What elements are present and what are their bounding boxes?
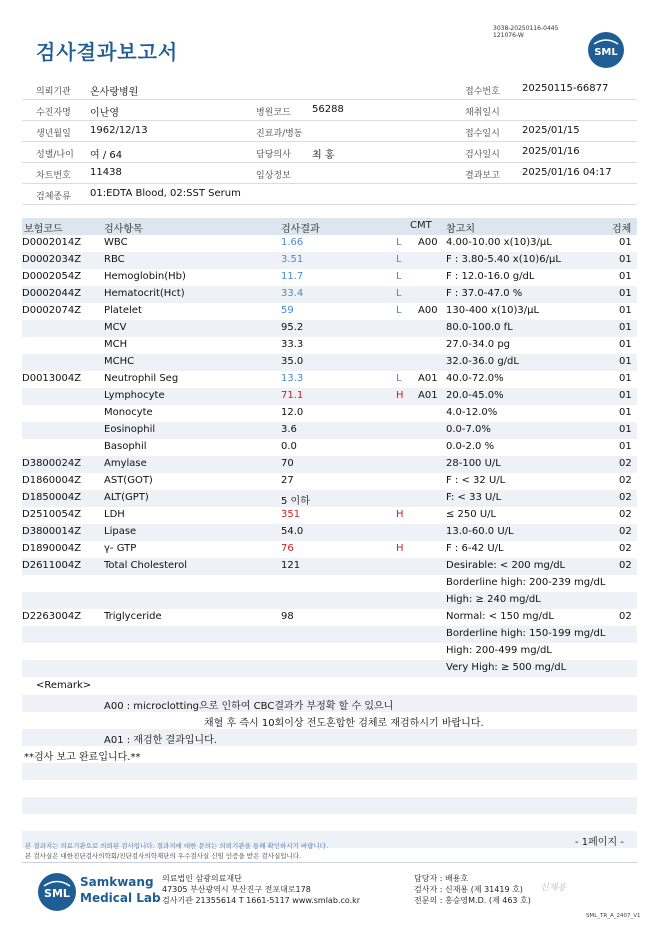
remark-a01-row [22,729,637,746]
result-value: 35.0 [281,356,304,367]
result-reference-range: Very High: ≥ 500 mg/dL [446,662,567,673]
institution-label: 의뢰기관 [36,87,71,97]
info-row-institution [22,79,637,100]
footer-logo-text: SML [44,887,70,900]
specimen-label: 검체종류 [36,192,71,202]
result-test-name: RBC [104,254,125,265]
result-test-name: WBC [104,237,128,248]
result-reference-range: F : 3.80-5.40 x(10)6/µL [446,254,561,265]
result-specimen: 01 [619,339,632,350]
result-code: D0002014Z [22,237,82,248]
remark-a00-row1 [22,695,637,712]
info-row-name [22,100,637,121]
result-reference-range: 32.0-36.0 g/dL [446,356,519,367]
result-test-name: LDH [104,509,125,520]
remark-a01: A01 : 재검한 결과입니다. [104,735,217,746]
hospital-code-label: 병원코드 [256,108,291,118]
result-row [22,541,637,558]
result-specimen: 02 [619,475,632,486]
result-reference-range: 0.0-7.0% [446,424,491,435]
result-row [22,388,637,405]
result-reference-range: ≤ 250 U/L [446,509,497,520]
result-specimen: 01 [619,424,632,435]
result-test-name: Monocyte [104,407,153,418]
result-specimen: 02 [619,509,632,520]
result-value: 3.6 [281,424,297,435]
staff-tester: 검사자 : 신재용 (제 31419 호) [414,885,523,894]
result-row [22,354,637,371]
result-value: 33.4 [281,288,304,299]
result-specimen: 02 [619,611,632,622]
result-row [22,490,637,507]
result-flag: L [396,254,402,265]
result-reference-range: 13.0-60.0 U/L [446,526,514,537]
result-reference-range: 4.00-10.00 x(10)3/µL [446,237,552,248]
result-test-name: Triglyceride [104,611,162,622]
result-value: 1.66 [281,237,304,248]
result-specimen: 01 [619,254,632,265]
result-row [22,558,637,575]
result-specimen: 01 [619,322,632,333]
result-test-name: Basophil [104,441,147,452]
result-test-name: Hemoglobin(Hb) [104,271,186,282]
result-row [22,643,637,660]
result-row [22,252,637,269]
result-row [22,303,637,320]
doctor-label: 담당의사 [256,150,291,160]
result-reference-range: 4.0-12.0% [446,407,498,418]
info-row-sex-age [22,142,637,163]
result-row [22,507,637,524]
institution-value: 온사랑병원 [90,87,139,98]
result-value: 3.51 [281,254,304,265]
remark-complete-row [22,746,637,763]
result-reference-range: 28-100 U/L [446,458,501,469]
result-row [22,575,637,592]
result-reference-range: 130-400 x(10)3/µL [446,305,540,316]
hospital-code-value: 56288 [312,104,344,115]
document-code-line2: 121076-W [493,32,524,39]
result-row [22,405,637,422]
receipt-date-value: 2025/01/15 [522,125,580,136]
result-value: 59 [281,305,294,316]
sex-age-value: 여 / 64 [90,150,123,161]
dept-label: 진료과/병동 [256,129,303,139]
result-reference-range: Borderline high: 150-199 mg/dL [446,628,606,639]
result-test-name: Lymphocyte [104,390,165,401]
result-flag: L [396,288,402,299]
col-cmt-header: CMT [410,220,432,231]
sml-logo-icon [588,32,624,68]
result-value: 54.0 [281,526,304,537]
result-reference-range: 27.0-34.0 pg [446,339,511,350]
result-code: D0002034Z [22,254,82,265]
result-code: D2510054Z [22,509,82,520]
result-row [22,473,637,490]
document-code-line1: 3038-20250116-0445 [493,25,559,32]
col-name-header: 검사항목 [104,224,143,235]
clinical-label: 임상정보 [256,171,291,181]
result-test-name: MCHC [104,356,135,367]
result-specimen: 01 [619,390,632,401]
name-label: 수진자명 [36,108,71,118]
result-code: D0013004Z [22,373,82,384]
chart-no-label: 차트번호 [36,171,71,181]
remark-title: <Remark> [36,680,92,691]
doctor-value: 최 홍 [312,150,335,161]
results-table-header [22,218,637,235]
info-row-specimen [22,184,637,205]
receipt-date-label: 접수일시 [465,129,500,139]
result-code: D0002054Z [22,271,82,282]
page-title: 검사결과보고서 [36,40,179,64]
document-code [493,25,558,39]
result-reference-range: 80.0-100.0 fL [446,322,513,333]
result-code: D1890004Z [22,543,82,554]
footer-certification: 본 검사실은 대한진단검사의학회/진단검사의학재단의 우수검사실 신임 인증을 받은 검사실입니다. [25,852,302,860]
tester-signature: 신재용 [540,883,567,893]
test-date-label: 검사일시 [465,150,500,160]
result-value: 98 [281,611,294,622]
page-number: - 1페이지 - [575,837,624,848]
collection-date-label: 채취일시 [465,108,500,118]
result-specimen: 01 [619,288,632,299]
result-row [22,524,637,541]
org-name: 의료법인 삼광의료재단 [162,874,242,883]
report-date-label: 결과보고 [465,171,500,181]
result-specimen: 02 [619,543,632,554]
result-specimen: 01 [619,237,632,248]
brand-name-line1: Samkwang [80,875,154,889]
result-comment-code: A00 [418,237,438,248]
result-specimen: 02 [619,458,632,469]
sex-age-label: 성별/나이 [36,150,74,160]
result-value: 95.2 [281,322,304,333]
col-specimen-header: 검체 [612,224,632,235]
result-test-name: MCH [104,339,128,350]
remark-a00-line2: 채혈 후 즉시 10회이상 전도혼합한 검체로 재검하시기 바랍니다. [204,718,484,729]
result-row [22,320,637,337]
info-row-birth [22,121,637,142]
result-row [22,609,637,626]
birth-value: 1962/12/13 [90,125,148,136]
result-reference-range: F : < 32 U/L [446,475,506,486]
result-reference-range: Normal: < 150 mg/dL [446,611,554,622]
result-specimen: 01 [619,356,632,367]
result-reference-range: 40.0-72.0% [446,373,504,384]
result-code: D0002044Z [22,288,82,299]
result-test-name: AST(GOT) [104,475,153,486]
result-test-name: Platelet [104,305,142,316]
remark-a00-row2 [22,712,637,729]
result-flag: L [396,373,402,384]
info-row-chart [22,163,637,184]
result-value: 11.7 [281,271,304,282]
result-value: 27 [281,475,294,486]
result-value: 76 [281,543,294,554]
result-test-name: Eosinophil [104,424,156,435]
birth-label: 생년월일 [36,129,71,139]
col-result-header: 검사결과 [281,224,320,235]
result-value: 12.0 [281,407,304,418]
result-flag: L [396,271,402,282]
result-reference-range: 20.0-45.0% [446,390,504,401]
result-specimen: 02 [619,526,632,537]
result-code: D3800014Z [22,526,82,537]
result-row [22,337,637,354]
result-comment-code: A01 [418,373,438,384]
result-test-name: Total Cholesterol [104,560,187,571]
result-value: 351 [281,509,301,520]
result-test-name: Lipase [104,526,137,537]
result-test-name: MCV [104,322,127,333]
receipt-no-value: 20250115-66877 [522,83,609,94]
result-row [22,660,637,677]
result-value: 33.3 [281,339,304,350]
result-row [22,235,637,252]
col-ref-header: 참고치 [446,224,475,235]
result-specimen: 01 [619,407,632,418]
result-code: D1850004Z [22,492,82,503]
result-code: D3800024Z [22,458,82,469]
result-reference-range: 0.0-2.0 % [446,441,495,452]
empty-band-2 [22,797,637,814]
result-reference-range: F : 37.0-47.0 % [446,288,523,299]
result-specimen: 01 [619,305,632,316]
staff-manager: 담당자 : 배용호 [414,874,469,883]
result-reference-range: Desirable: < 200 mg/dL [446,560,566,571]
report-complete-text: **검사 보고 완료입니다.** [24,752,141,763]
result-row [22,269,637,286]
result-row [22,626,637,643]
footer-divider [22,862,637,863]
result-value: 13.3 [281,373,304,384]
result-test-name: ALT(GPT) [104,492,149,503]
remark-a00-line1: A00 : microclotting으로 인하여 CBC결과가 부정확 할 수 있으니 [104,701,394,712]
specimen-value: 01:EDTA Blood, 02:SST Serum [90,188,241,199]
receipt-no-label: 접수번호 [465,87,500,97]
result-row [22,592,637,609]
result-flag: H [396,509,404,520]
result-specimen: 02 [619,492,632,503]
result-flag: H [396,390,404,401]
org-contact: 검사기관 21355614 T 1661-5117 www.smlab.co.kr [162,896,361,905]
result-value: 5 이하 [281,496,310,507]
result-comment-code: A00 [418,305,438,316]
org-address: 47305 부산광역시 부산진구 전포대로178 [162,885,311,894]
result-specimen: 01 [619,271,632,282]
result-test-name: Hematocrit(Hct) [104,288,185,299]
brand-name-line2: Medical Lab [80,891,161,905]
result-reference-range: F: < 33 U/L [446,492,502,503]
result-value: 0.0 [281,441,297,452]
result-value: 70 [281,458,294,469]
result-reference-range: High: ≥ 240 mg/dL [446,594,541,605]
footer-notice: 본 결과지는 의료기관으로 의뢰된 검사입니다. 결과지에 대한 문의는 의뢰기관을 통해 확인하시기 바랍니다. [25,842,329,850]
result-row [22,286,637,303]
result-row [22,371,637,388]
remark-title-row [22,678,637,695]
result-code: D2263004Z [22,611,82,622]
result-value: 71.1 [281,390,304,401]
result-code: D2611004Z [22,560,82,571]
result-flag: L [396,305,402,316]
result-flag: H [396,543,404,554]
result-reference-range: Borderline high: 200-239 mg/dL [446,577,606,588]
result-specimen: 02 [619,560,632,571]
result-row [22,456,637,473]
test-date-value: 2025/01/16 [522,146,580,157]
empty-band-1 [22,763,637,780]
result-code: D1860004Z [22,475,82,486]
form-code: SML_TR_A_2407_V1 [586,913,641,919]
result-specimen: 01 [619,373,632,384]
result-test-name: Amylase [104,458,147,469]
staff-specialist: 전문의 : 홍승영M.D. (제 463 호) [414,896,531,905]
result-row [22,422,637,439]
samkwang-logo-icon [38,873,76,911]
result-code: D0002074Z [22,305,82,316]
result-test-name: Neutrophil Seg [104,373,179,384]
result-reference-range: F : 12.0-16.0 g/dL [446,271,535,282]
result-value: 121 [281,560,301,571]
col-code-header: 보험코드 [24,224,63,235]
result-row [22,439,637,456]
chart-no-value: 11438 [90,167,122,178]
result-flag: L [396,237,402,248]
report-date-value: 2025/01/16 04:17 [522,167,612,178]
name-value: 이난영 [90,108,119,119]
result-reference-range: High: 200-499 mg/dL [446,645,552,656]
result-comment-code: A01 [418,390,438,401]
result-reference-range: F : 6-42 U/L [446,543,504,554]
result-test-name: γ- GTP [104,543,137,554]
sml-badge-text: SML [594,47,618,58]
result-specimen: 01 [619,441,632,452]
